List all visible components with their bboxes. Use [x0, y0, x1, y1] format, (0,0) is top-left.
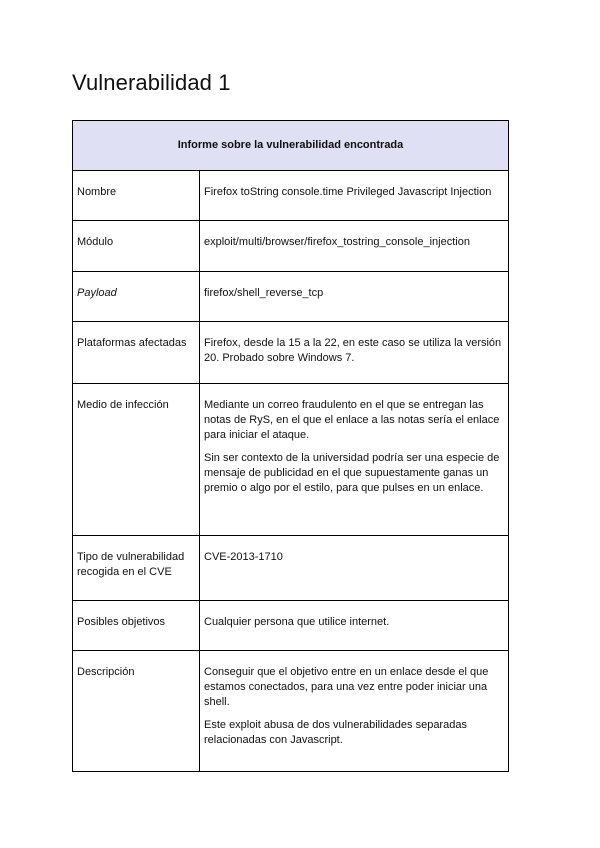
vulnerability-report-table	[72, 120, 509, 772]
row-value	[200, 536, 509, 601]
row-value-text: firefox/shell_reverse_tcp	[204, 287, 324, 299]
table-row-modulo	[73, 221, 509, 272]
row-value	[200, 322, 509, 384]
table-row-payload	[73, 272, 509, 322]
table-row-descripcion	[73, 651, 509, 772]
row-label: Posibles objetivos	[73, 601, 200, 651]
table-row-nombre	[73, 171, 509, 221]
row-value	[200, 272, 509, 322]
row-value	[200, 171, 509, 221]
table-row-medio-infeccion	[73, 384, 509, 536]
row-label: Nombre	[73, 171, 200, 221]
row-value-text: Firefox, desde la 15 a la 22, en este caso se utiliza la versión 20. Probado sobre Windows 7.	[204, 337, 502, 364]
row-value-text: Este exploit abusa de dos vulnerabilidades separadas relacionadas con Javascript.	[204, 719, 467, 746]
table-row-plataformas	[73, 322, 509, 384]
row-label: Medio de infección	[73, 384, 200, 536]
row-label: Plataformas afectadas	[73, 322, 200, 384]
table-header-row	[73, 121, 509, 171]
row-value-text: exploit/multi/browser/firefox_tostring_console_injection	[204, 236, 470, 248]
row-label: Módulo	[73, 221, 200, 272]
table-header: Informe sobre la vulnerabilidad encontrada	[73, 121, 509, 171]
row-value-text: Mediante un correo fraudulento en el que se entregan las notas de RyS, en el que el enlace a las notas sería el enlace para iniciar el ataque.	[204, 399, 500, 441]
row-label: Tipo de vulnerabilidad recogida en el CVE	[73, 536, 200, 601]
page-title: Vulnerabilidad 1	[72, 70, 231, 95]
row-label: Descripción	[73, 651, 200, 772]
row-value	[200, 601, 509, 651]
row-value	[200, 221, 509, 272]
row-value-text: Firefox toString console.time Privileged Javascript Injection	[204, 186, 492, 198]
row-value-text: Sin ser contexto de la universidad podría ser una especie de mensaje de publicidad en el que supuestamente ganas un premio o algo por el estilo, para que pulses en un enlace.	[204, 452, 500, 494]
row-label: Payload	[73, 272, 200, 322]
row-value	[200, 384, 509, 536]
row-value	[200, 651, 509, 772]
row-value-text: Conseguir que el objetivo entre en un enlace desde el que estamos conectados, para una vez entre poder iniciar una shell.	[204, 666, 489, 708]
row-value-text: Cualquier persona que utilice internet.	[204, 616, 390, 628]
row-value-text: CVE-2013-1710	[204, 551, 283, 563]
table-row-objetivos	[73, 601, 509, 651]
table-row-tipo-vulnerabilidad	[73, 536, 509, 601]
